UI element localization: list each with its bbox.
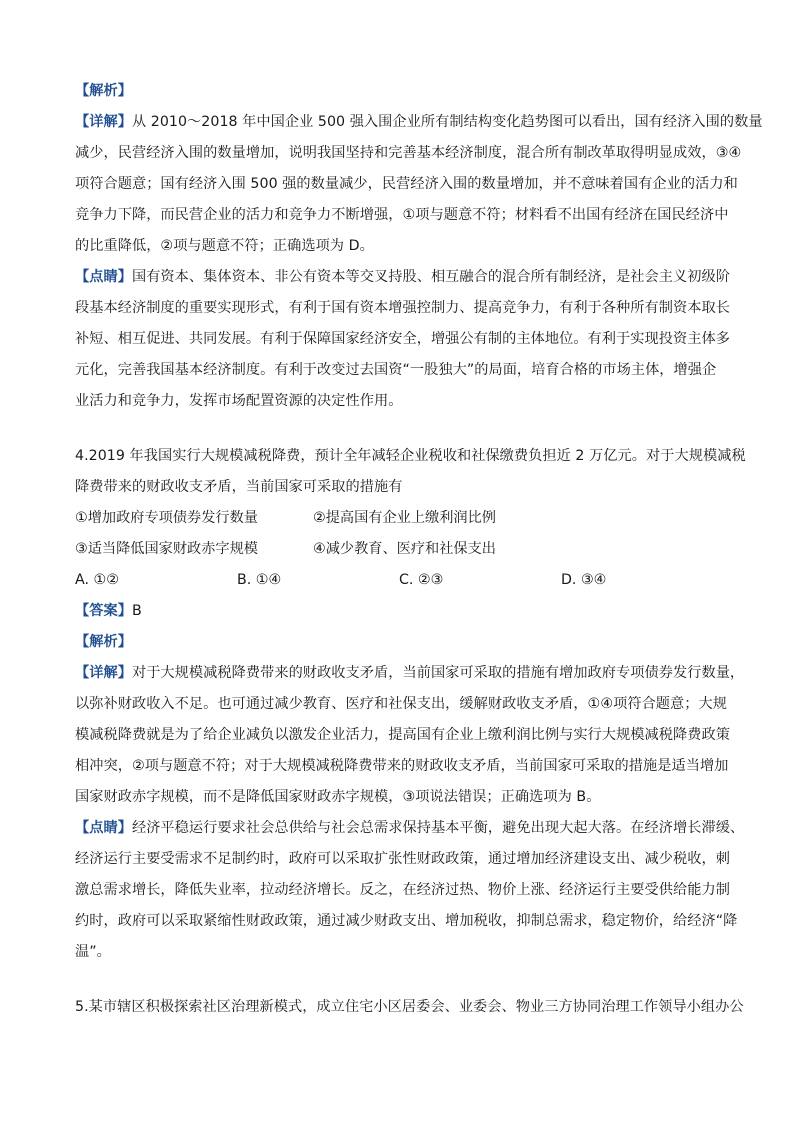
statement-row [75, 534, 727, 565]
text-line: 国有资本、集体资本、非公有资本等交叉持股、相互融合的混合所有制经济，是社会主义初级阶 [131, 269, 730, 285]
comment-paragraph-line [75, 262, 730, 293]
statement-item: ①增加政府专项债券发行数量 [75, 510, 258, 526]
text-line: 竞争力下降，而民营企业的活力和竞争力不断增强，①项与题意不符；材料看不出国有经济在国民经济中 [75, 207, 729, 223]
text-line: 元化，完善我国基本经济制度。有利于改变过去国资“一股独大”的局面，培育合格的市场主体，增强企 [75, 362, 717, 378]
text-line: 对于大规模减税降费带来的财政收支矛盾，当前国家可采取的措施有增加政府专项债券发行数量， [131, 665, 745, 681]
text-line: 降费带来的财政收支矛盾，当前国家可采取的措施有 [75, 479, 403, 495]
text-line: 从 2010～2018 年中国企业 500 强入围企业所有制结构变化趋势图可以看出，国有经济入围的数量 [131, 114, 763, 130]
analysis-tag: 【解析】 [75, 83, 132, 99]
text-line: 相冲突，②项与题意不符；对于大规模减税降费带来的财政收支矛盾，当前国家可采取的措施是适当增加 [75, 758, 729, 774]
choice-a: A. ①② [75, 572, 119, 588]
text-line: 约时，政府可以采取紧缩性财政政策，通过减少财政支出、增加税收，抑制总需求，稳定物价，给经济“降 [75, 913, 738, 929]
text-line: 经济平稳运行要求社会总供给与社会总需求保持基本平衡，避免出现大起大落。在经济增长滞缓、 [131, 820, 745, 836]
analysis-tag: 【解析】 [75, 634, 132, 650]
text-line: 以弥补财政收入不足。也可通过减少教育、医疗和社保支出，缓解财政收支矛盾，①④项符合题意；大规 [75, 696, 727, 712]
statement-item: ②提高国有企业上缴利润比例 [313, 510, 496, 526]
analysis-heading [75, 76, 727, 107]
analysis-heading [75, 627, 727, 658]
detail-paragraph-line [75, 107, 763, 138]
text-line: 温”。 [75, 944, 111, 960]
text-line: 模减税降费就是为了给企业减负以激发企业活力，提高国有企业上缴利润比例与实行大规模减税降费政策 [75, 727, 730, 743]
choice-b: B. ①④ [237, 572, 282, 588]
detail-tag: 【详解】 [75, 114, 132, 130]
detail-tag: 【详解】 [75, 665, 132, 681]
answer-value: B [131, 603, 142, 619]
comment-paragraph-line [75, 813, 745, 844]
statement-item: ④减少教育、医疗和社保支出 [313, 541, 496, 557]
statement-item: ③适当降低国家财政赤字规模 [75, 541, 258, 557]
text-line: 业活力和竞争力，发挥市场配置资源的决定性作用。 [75, 393, 403, 409]
text-line: 激总需求增长，降低失业率，拉动经济增长。反之，在经济过热、物价上涨、经济运行主要受供给能力制 [75, 882, 730, 898]
text-line: 国家财政赤字规模，而不是降低国家财政赤字规模，③项说法错误；正确选项为 B。 [75, 789, 601, 805]
document-page [75, 76, 763, 1023]
text-line: 经济运行主要受需求不足制约时，政府可以采取扩张性财政政策，通过增加经济建设支出、减少税收，刺 [75, 851, 730, 867]
spacer [75, 968, 727, 992]
text-line: 项符合题意；国有经济入围 500 强的数量减少，民营经济入围的数量增加，并不意味着国有企业的活力和 [75, 176, 738, 192]
text-line: 补短、相互促进、共同发展。有利于保障国家经济安全，增强公有制的主体地位。有利于实现投资主体多 [75, 331, 730, 347]
choice-c: C. ②③ [399, 572, 444, 588]
comment-tag: 【点睛】 [75, 269, 132, 285]
answer-line [75, 596, 727, 627]
question-5-stem: 5.某市辖区积极探索社区治理新模式，成立住宅小区居委会、业委会、物业三方协同治理工作领导小组办公 [75, 999, 744, 1015]
statement-row [75, 503, 727, 534]
text-line: 减少，民营经济入围的数量增加，说明我国坚持和完善基本经济制度，混合所有制改革取得明显成效，③④ [75, 145, 742, 161]
spacer [75, 417, 727, 441]
text-line: 段基本经济制度的重要实现形式，有利于国有资本增强控制力、提高竞争力，有利于各种所有制资本取长 [75, 300, 730, 316]
choice-d: D. ③④ [561, 572, 607, 588]
text-line: 的比重降低，②项与题意不符；正确选项为 D。 [75, 238, 374, 254]
detail-paragraph-line [75, 658, 745, 689]
comment-tag: 【点睛】 [75, 820, 132, 836]
choice-row [75, 565, 727, 596]
answer-tag: 【答案】 [75, 603, 132, 619]
question-4-stem: 4.2019 年我国实行大规模减税降费，预计全年减轻企业税收和社保缴费负担近 2 万亿元。对于大规模减税 [75, 448, 746, 464]
